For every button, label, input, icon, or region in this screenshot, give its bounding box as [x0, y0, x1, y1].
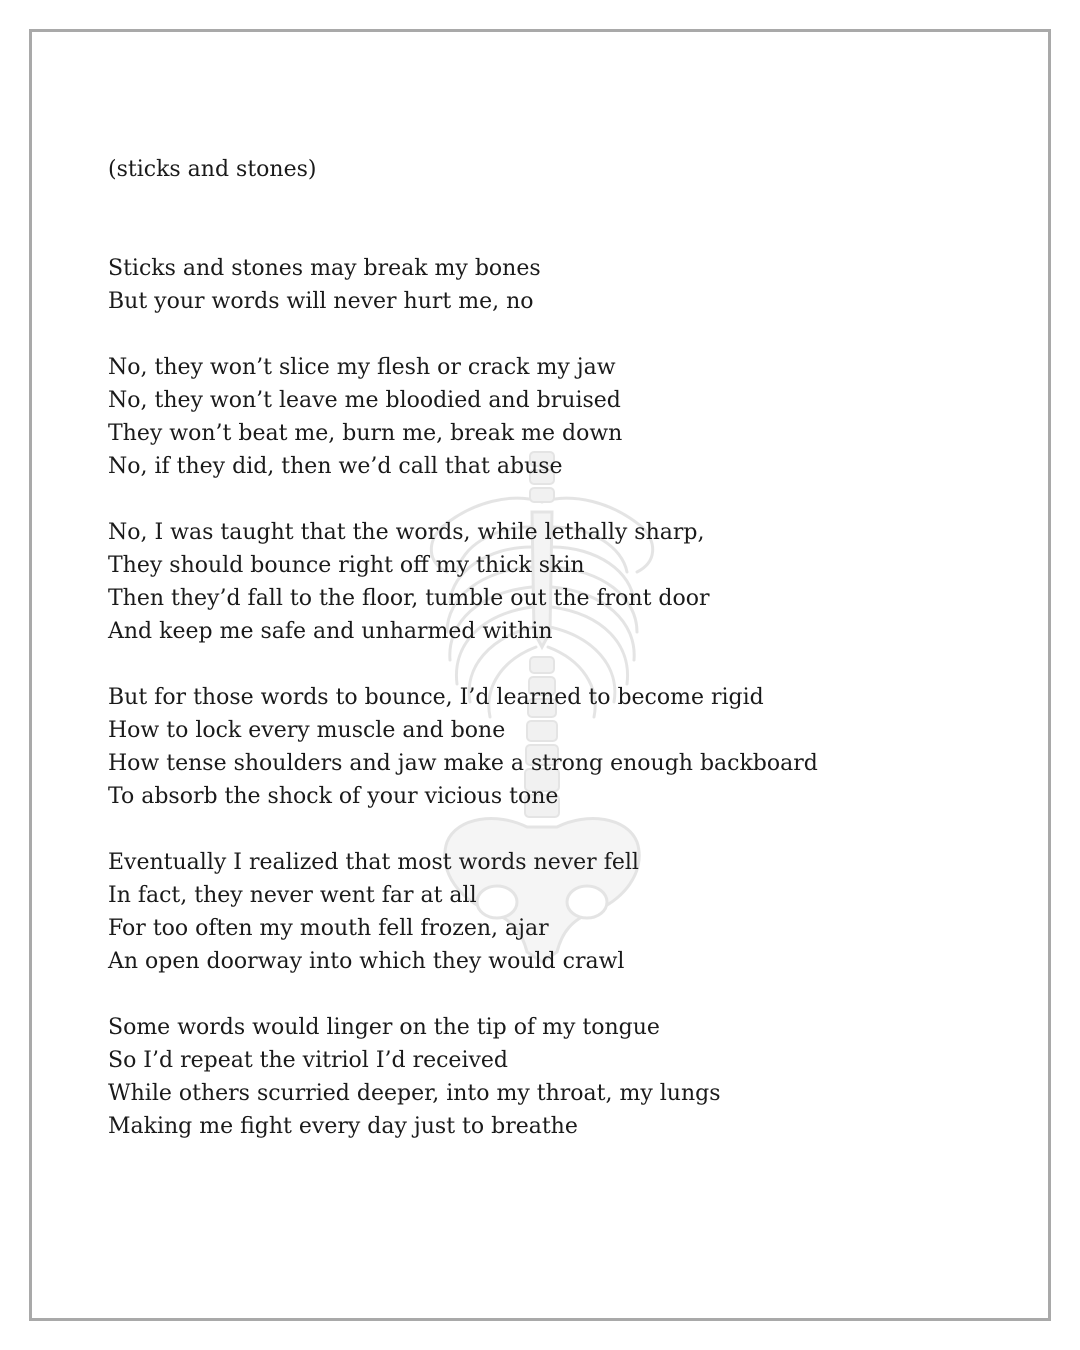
- poem-line: Some words would linger on the tip of my tongue: [108, 1015, 660, 1040]
- poem-line: In fact, they never went far at all: [108, 883, 477, 908]
- poem-title: (sticks and stones): [108, 157, 317, 182]
- poem-line: How to lock every muscle and bone: [108, 718, 506, 743]
- poem: [108, 153, 1008, 1176]
- poem-line: While others scurried deeper, into my throat, my lungs: [108, 1081, 721, 1106]
- poem-line: No, they won’t leave me bloodied and bruised: [108, 388, 621, 413]
- poem-line: They should bounce right off my thick skin: [108, 553, 585, 578]
- poem-line: Sticks and stones may break my bones: [108, 256, 541, 281]
- poem-line: Making me fight every day just to breathe: [108, 1114, 578, 1139]
- poem-line: They won’t beat me, burn me, break me down: [108, 421, 623, 446]
- poem-line: No, if they did, then we’d call that abuse: [108, 454, 563, 479]
- stanza-5: [108, 846, 1008, 978]
- stanza-1: [108, 252, 1008, 318]
- poem-line: Eventually I realized that most words never fell: [108, 850, 639, 875]
- poem-line: No, I was taught that the words, while lethally sharp,: [108, 520, 705, 545]
- poem-line: But for those words to bounce, I’d learned to become rigid: [108, 685, 764, 710]
- poem-line: Then they’d fall to the floor, tumble out the front door: [108, 586, 710, 611]
- poem-page: [29, 29, 1051, 1321]
- stanza-2: [108, 351, 1008, 483]
- poem-line: An open doorway into which they would crawl: [108, 949, 625, 974]
- stanza-4: [108, 681, 1008, 813]
- poem-line: So I’d repeat the vitriol I’d received: [108, 1048, 509, 1073]
- poem-line: To absorb the shock of your vicious tone: [108, 784, 559, 809]
- poem-line: For too often my mouth fell frozen, ajar: [108, 916, 549, 941]
- poem-line: And keep me safe and unharmed within: [108, 619, 553, 644]
- poem-line: But your words will never hurt me, no: [108, 289, 534, 314]
- stanza-3: [108, 516, 1008, 648]
- stanza-6: [108, 1011, 1008, 1143]
- poem-line: No, they won’t slice my flesh or crack my jaw: [108, 355, 616, 380]
- poem-line: How tense shoulders and jaw make a strong enough backboard: [108, 751, 818, 776]
